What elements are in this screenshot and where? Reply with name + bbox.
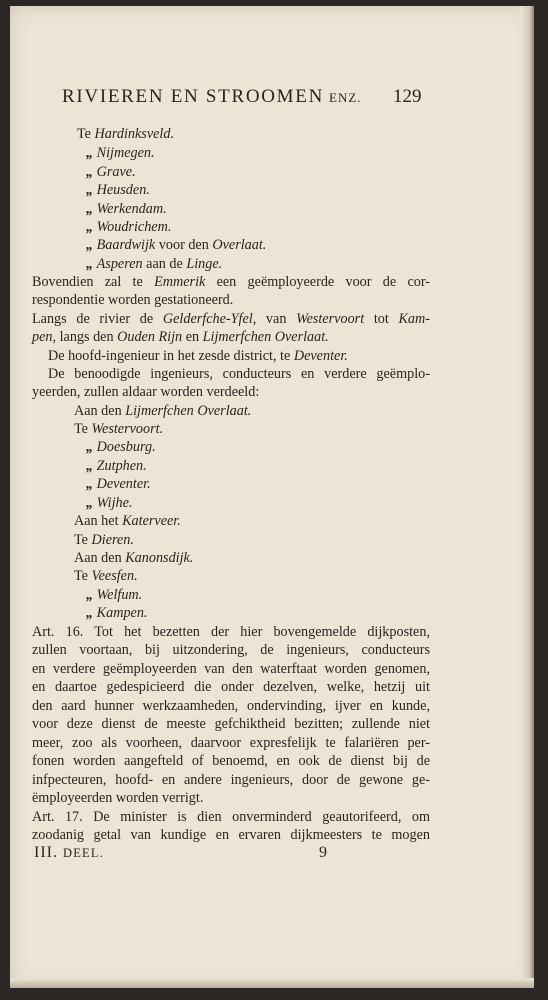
volume-mark: III. DEEL. xyxy=(34,844,105,861)
list-item: „ Nijmegen. xyxy=(86,145,155,161)
article-16-line: fonen worden aangefteld of benoemd, en ook de dienst bij de xyxy=(32,753,430,769)
list-item: Te Veesfen. xyxy=(74,568,138,584)
list-item: „ Wijhe. xyxy=(86,495,133,511)
list-item: Aan den Lijmerfchen Overlaat. xyxy=(74,403,252,419)
article-16-line: voor deze dienst de meeste gefchiktheid bezitten; zullende niet xyxy=(32,716,430,732)
list-item: „ Welfum. xyxy=(86,587,143,603)
article-16-line: zullen voortaan, bij uitzondering, de ingenieurs, conducteurs xyxy=(32,642,430,658)
page-bottom-edge xyxy=(10,978,534,988)
list-item: „ Zutphen. xyxy=(86,458,147,474)
paragraph-line: respondentie worden gestationeerd. xyxy=(32,292,234,308)
list-item: „ Kampen. xyxy=(86,605,148,621)
paragraph-line: De benoodigde ingenieurs, conducteurs en verdere geëmplo- xyxy=(48,366,430,382)
list-item: „ Asperen aan de Linge. xyxy=(86,256,223,272)
paragraph-line: pen, langs den Ouden Rijn en Lijmerfchen Overlaat. xyxy=(32,329,329,345)
book-page xyxy=(10,6,534,988)
list-item: Te Westervoort. xyxy=(74,421,164,437)
page-number: 129 xyxy=(393,86,422,107)
paragraph-line: Bovendien zal te Emmerik een geëmployeerde voor de cor- xyxy=(32,274,431,290)
list-item: „ Werkendam. xyxy=(86,201,167,217)
list-item: „ Deventer. xyxy=(86,476,151,492)
article-16-line: meer, zoo als voorheen, daarvoor expresfelijk te falariëren per- xyxy=(32,735,430,751)
list-item: Te Hardinksveld. xyxy=(77,126,174,142)
paragraph-line: De hoofd-ingenieur in het zesde district, te Deventer. xyxy=(48,348,348,364)
paragraph-line: Langs de rivier de Gelderfche-Yfel, van Westervoort tot Kam- xyxy=(32,311,430,327)
paragraph-line: yeerden, zullen aldaar worden verdeeld: xyxy=(32,384,260,400)
list-item: Aan het Katerveer. xyxy=(74,513,181,529)
list-item: „ Heusden. xyxy=(86,182,150,198)
list-item: „ Doesburg. xyxy=(86,439,156,455)
running-header xyxy=(62,86,442,108)
list-item: Aan den Kanonsdijk. xyxy=(74,550,194,566)
list-item: „ Grave. xyxy=(86,164,136,180)
article-16-line: en verdere geëmployeerden van den waterftaat worden genomen, xyxy=(32,661,430,677)
page-spine-shadow xyxy=(520,6,534,988)
list-item: „ Baardwijk voor den Overlaat. xyxy=(86,237,267,253)
header-title: RIVIEREN EN STROOMEN xyxy=(62,86,324,107)
article-16-line: Art. 16. Tot het bezetten der hier bovengemelde dijkposten, xyxy=(32,624,430,640)
article-16-line: en daartoe gedespicieerd die onder dezelven, welke, hetzij uit xyxy=(32,679,430,695)
list-item: Te Dieren. xyxy=(74,532,134,548)
header-suffix: ENZ. xyxy=(329,90,362,105)
list-item: „ Woudrichem. xyxy=(86,219,172,235)
article-17-line: Art. 17. De minister is dien onverminderd geautorifeerd, om xyxy=(32,809,430,825)
signature-mark: 9 xyxy=(319,844,327,861)
article-17-line: zoodanig getal van kundige en ervaren dijkmeesters te mogen xyxy=(32,827,430,843)
article-16-line: ëmployeerden worden verrigt. xyxy=(32,790,204,806)
article-16-line: den aard hunner werkzaamheden, ondervinding, ijver en kunde, xyxy=(32,698,430,714)
article-16-line: infpecteuren, hoofd- en andere ingenieurs, door de gewone ge- xyxy=(32,772,430,788)
